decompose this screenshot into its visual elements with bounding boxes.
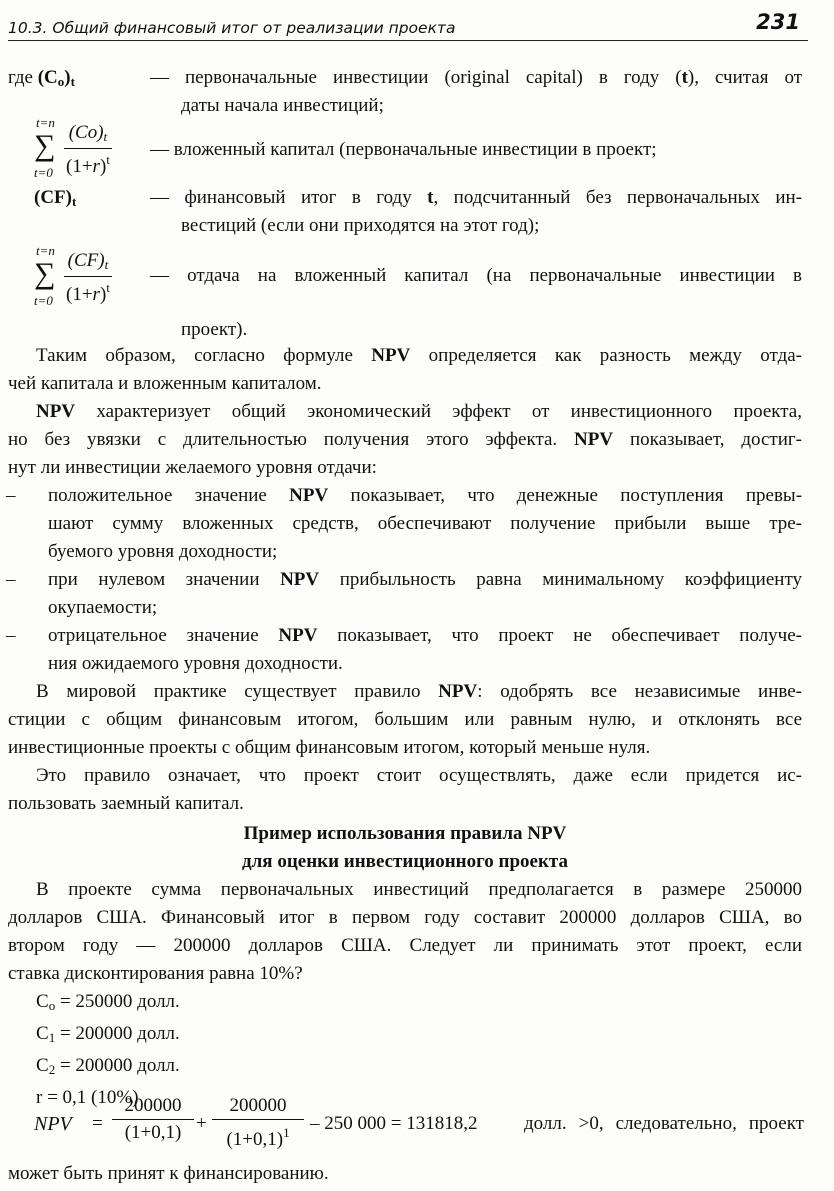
- sum-return-on-capital: t=n ∑ t=0 $(CF)_t$ $(1+r)^t$: [34, 243, 110, 308]
- def4-text: — отдача на вложенный капитал (на первоначальные инвестиции в: [150, 265, 803, 286]
- paragraph-npv-characterizes: NPV характеризует общий экономический эффект от инвестиционного проекта, но без увязки с длительностью получения этого эффекта. NPV показывает, достиг- нут ли инвестиции желаемого уровня отдачи:: [8, 401, 803, 478]
- value-c2: $C_2 = 200000$ долл.: [36, 1055, 180, 1077]
- def3-text: — финансовый итог в году t, подсчитанный без первоначальных ин- вестиций (если они приходятся на этот год);: [150, 187, 803, 236]
- def1-label: где $(C_o)_t$: [8, 67, 75, 89]
- value-c0: $C_o = 250000$ долл.: [36, 991, 180, 1013]
- list-item: – положительное значение NPV показывает, что денежные поступления превы- шают сумму вложенных средств, обеспечивают получение прибыли выше тре- буемого уровня доходности;: [6, 485, 803, 562]
- chapter-title: 10.3. Общий финансовый итог от реализации проекта: [8, 19, 456, 37]
- def1-text: — первоначальные инвестиции (original capital) в году (t), считая от даты начала инвестиций;: [150, 67, 802, 116]
- list-item: – при нулевом значении NPV прибыльность равна минимальному коэффициенту окупаемости;: [6, 569, 802, 618]
- value-r: r = 0,1 (10%): [36, 1087, 139, 1108]
- value-c1: $C_1 = 200000$ долл.: [36, 1023, 180, 1045]
- def2-text: — вложенный капитал (первоначальные инвестиции в проект;: [150, 139, 657, 160]
- list-item: – отрицательное значение NPV показывает, что проект не обеспечивает получе- ния ожидаемого уровня доходности.: [6, 625, 802, 674]
- sum-invested-capital: t=n ∑ t=0 $(Co)_t$ $(1+r)^t$: [34, 115, 110, 180]
- paragraph-npv-rule: В мировой практике существует правило NPV: одобрять все независимые инве- стиции с общим финансовым итогом, большим или равным нулю, и отклонять все инвестиционные проекты с общим финансовым итогом, который меньше нуля.: [8, 681, 803, 758]
- paragraph-rule-meaning: Это правило означает, что проект стоит осуществлять, даже если придется ис- пользовать заемный капитал.: [8, 765, 802, 814]
- npv-formula: NPV = 200000 (1+0,1) + 200000 $(1+0,1)^1$ – 250 000 = 131818,2 долл. >0, следовательно, проект: [34, 1095, 804, 1150]
- paragraph-npv-definition: Таким образом, согласно формуле NPV определяется как разность между отда- чей капитала и вложенным капиталом.: [8, 345, 802, 394]
- final-line: может быть принят к финансированию.: [8, 1163, 329, 1184]
- def4-text-cont: проект).: [181, 319, 248, 340]
- bullet-list: [0, 482, 802, 678]
- example-paragraph: В проекте сумма первоначальных инвестиций предполагается в размере 250000 долларов США. Финансовый итог в первом году составит 200000 долларов США, во втором году — 200000 долларов США. Следует ли принимать этот проект, если ставка дисконтирования равна 10%?: [8, 879, 802, 984]
- page-number: 231: [756, 10, 800, 34]
- cf-label: $(CF)_t$: [34, 187, 77, 209]
- example-title: Пример использования правила NPV для оценки инвестиционного проекта: [242, 823, 568, 872]
- running-header: [8, 6, 808, 41]
